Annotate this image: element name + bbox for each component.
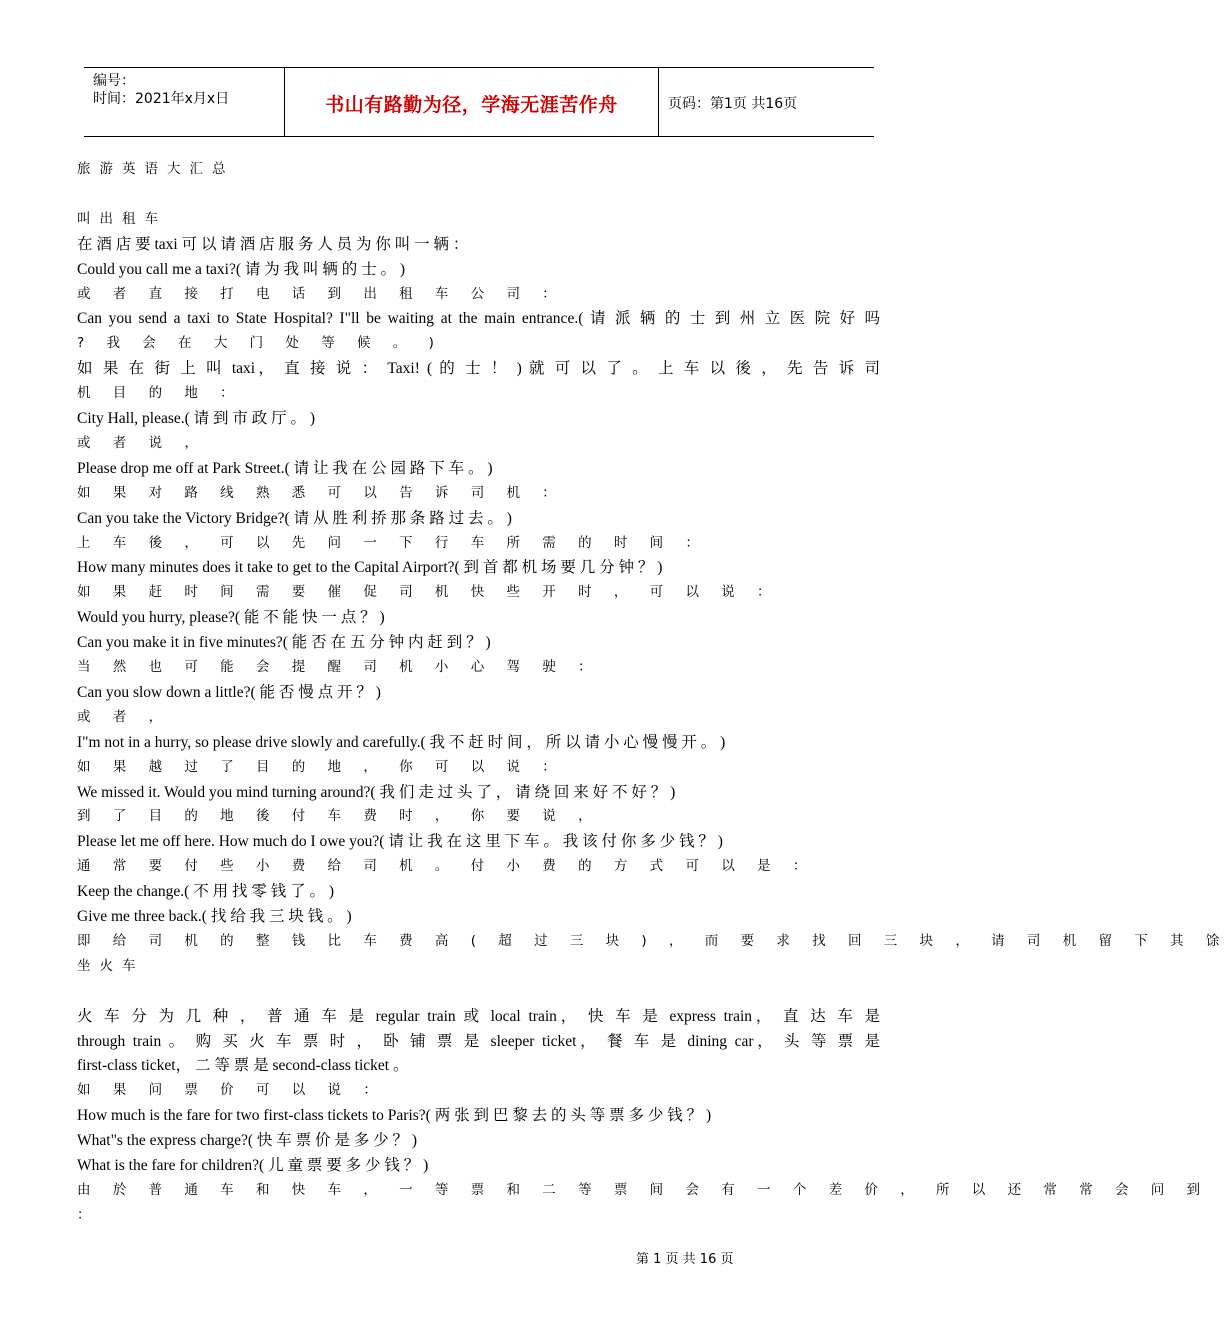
- text-line: Please drop me off at Park Street.( 请 让 我 在 公 园 路 下 车 。 ): [77, 459, 493, 477]
- text-line: 或 者 说 ，: [77, 434, 207, 451]
- text-line: 坐火车: [77, 957, 145, 974]
- text-line: 如 果 问 票 价 可 以 说 ：: [77, 1082, 386, 1099]
- text-line: Can you make it in five minutes?( 能 否 在 五 分 钟 内 赶 到 ？ ): [77, 634, 491, 652]
- text-line: I"m not in a hurry, so please drive slowly and carefully.( 我 不 赶 时 间 ， 所 以 请 小 心 慢 慢 开 。 ): [77, 733, 726, 751]
- text-line: 在 酒 店 要 taxi 可 以 请 酒 店 服 务 人 员 为 你 叫 一 辆 ：: [77, 235, 469, 253]
- header-page-cell: [658, 68, 874, 136]
- text-line: What"s the express charge?( 快 车 票 价 是 多 少 ？ ): [77, 1132, 418, 1150]
- header-motto-cell: [284, 68, 659, 136]
- text-line: 如 果 在 街 上 叫 taxi， 直 接 说 ： Taxi! ( 的 士 ！ ) 就 可 以 了 。 上 车 以 後 ， 先 告 诉 司: [77, 360, 880, 378]
- text-line: Can you send a taxi to State Hospital? I"ll be waiting at the main entrance.( 请 派 辆 的 士 到 州 立 医 院 好 吗: [77, 310, 880, 328]
- text-line: Can you take the Victory Bridge?( 请 从 胜 利 挢 那 条 路 过 去 。 ): [77, 509, 512, 527]
- text-line: Could you call me a taxi?( 请 为 我 叫 辆 的 士 。 ): [77, 260, 406, 278]
- text-line: Would you hurry, please?( 能 不 能 快 一 点 ？ ): [77, 609, 385, 627]
- text-line: 如 果 对 路 线 熟 悉 可 以 告 诉 司 机 ：: [77, 484, 565, 501]
- text-line: What is the fare for children?( 儿 童 票 要 多 少 钱 ？ ): [77, 1157, 429, 1174]
- text-line: [77, 979, 880, 1004]
- text-line: through train 。 购 买 火 车 票 时 ， 卧 铺 票 是 sleeper ticket， 餐 车 是 dining car， 头 等 票 是: [77, 1032, 880, 1050]
- text-line: Please let me off here. How much do I owe you?( 请 让 我 在 这 里 下 车 。 我 该 付 你 多 少 钱 ？ ): [77, 833, 723, 851]
- text-line: 或 者 直 接 打 电 话 到 出 租 车 公 司 ：: [77, 285, 565, 302]
- header-number: 编号：: [93, 73, 135, 89]
- text-line: 即 给 司 机 的 整 钱 比 车 费 高 ( 超 过 三 块 ) ， 而 要 求 找 回 三 块 ， 请 司 机 留 下 其 馀: [77, 932, 1228, 949]
- text-line: ：: [77, 1206, 100, 1223]
- header-info-cell: [84, 68, 284, 136]
- text-line: City Hall, please.( 请 到 市 政 厅 。 ): [77, 410, 316, 427]
- text-line: 旅游英语大汇总: [77, 161, 235, 177]
- text-line: 当 然 也 可 能 会 提 醒 司 机 小 心 驾 驶 ：: [77, 659, 601, 675]
- text-line: ? 我 会 在 大 门 处 等 候 。 ): [77, 335, 443, 352]
- text-line: Keep the change.( 不 用 找 零 钱 了 。 ): [77, 883, 334, 901]
- text-line: [77, 182, 880, 207]
- text-line: 通 常 要 付 些 小 费 给 司 机 。 付 小 费 的 方 式 可 以 是 ：: [77, 858, 816, 875]
- page-footer: 第 1 页 共 16 页: [636, 1252, 734, 1267]
- text-line: 或 者 ，: [77, 708, 172, 725]
- header-time: 时间：2021年x月x日: [93, 91, 230, 107]
- header-table: [84, 67, 874, 137]
- header-motto: 书山有路勤为径，学海无涯苦作舟: [325, 94, 618, 116]
- text-line: How many minutes does it take to get to the Capital Airport?( 到 首 都 机 场 要 几 分 钟 ？ ): [77, 559, 663, 577]
- text-line: 叫出租车: [77, 210, 167, 227]
- text-line: How much is the fare for two first-class tickets to Paris?( 两 张 到 巴 黎 去 的 头 等 票 多 少 钱 ？ ): [77, 1107, 712, 1125]
- text-line: We missed it. Would you mind turning around?( 我 们 走 过 头 了 ， 请 绕 回 来 好 不 好 ？ ): [77, 783, 676, 801]
- text-line: 如 果 赶 时 间 需 要 催 促 司 机 快 些 开 时 ， 可 以 说 ：: [77, 584, 780, 601]
- text-line: 由 於 普 通 车 和 快 车 ， 一 等 票 和 二 等 票 间 会 有 一 个 差 价 ， 所 以 还 常 常 会 问 到: [77, 1181, 1210, 1198]
- text-line: 机 目 的 地 ：: [77, 385, 243, 402]
- text-line: Give me three back.( 找 给 我 三 块 钱 。 ): [77, 908, 352, 925]
- text-line: 上 车 後 ， 可 以 先 问 一 下 行 车 所 需 的 时 间 ：: [77, 534, 708, 551]
- text-line: 火 车 分 为 几 种 ， 普 通 车 是 regular train 或 local train， 快 车 是 express train， 直 达 车 是: [77, 1007, 880, 1025]
- text-line: first-class ticket， 二 等 票 是 second-class ticket 。: [77, 1057, 409, 1075]
- text-line: Can you slow down a little?( 能 否 慢 点 开 ？ ): [77, 683, 381, 701]
- header-page-number: 页码：第1页 共16页: [668, 96, 798, 112]
- text-line: 到 了 目 的 地 後 付 车 费 时 ， 你 要 说 ，: [77, 808, 601, 825]
- text-line: 如 果 越 过 了 目 的 地 ， 你 可 以 说 ：: [77, 758, 565, 775]
